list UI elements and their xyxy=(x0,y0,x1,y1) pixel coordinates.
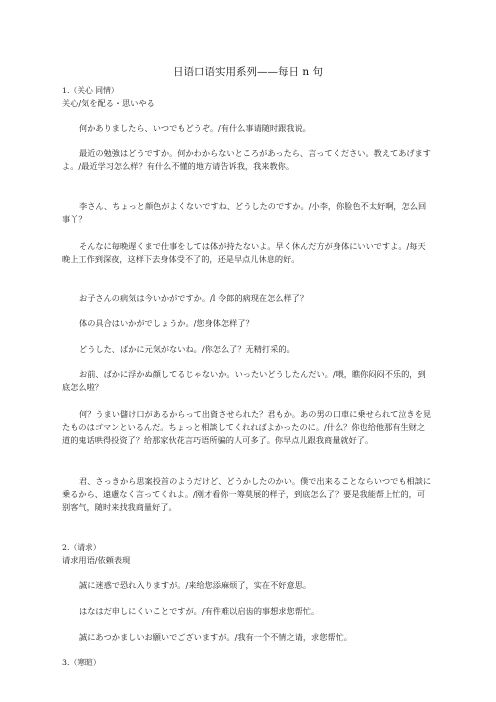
paragraph: 誠にあつかましいお願いでございますが。/我有一个不情之请，求您帮忙。 xyxy=(79,632,352,642)
paragraph: 体の具合はいかがでしょうか。/您身体怎样了？ xyxy=(79,318,254,328)
section-2-subheading: 请求用语/依頼表現 xyxy=(62,555,131,565)
paragraph: 李さん、ちょっと顔色がよくないですね、どうしたのですか。/小李，你脸色不太好啊，怎么回事丫？ xyxy=(62,201,427,225)
paragraph: 最近の勉強はどうですか。何かわからないところがあったら、言ってください。教えてあげますよ。/最近学习怎么样？有什么不懂的地方请告诉我，我来教你。 xyxy=(62,148,431,172)
paragraph: 誠に迷惑で恐れ入りますが。/来给您添麻烦了，实在不好意思。 xyxy=(79,580,312,590)
section-1-subheading: 关心/気を配る・思いやる xyxy=(62,98,155,108)
section-1-heading: 1.（关心 同情） xyxy=(62,86,119,95)
paragraph: はなはだ申しにくいことですが。/有件难以启齿的事想求您帮忙。 xyxy=(79,606,320,616)
section-3-heading: 3.（寒暄） xyxy=(62,658,101,667)
paragraph: そんなに毎晩遅くまで仕事をしては体が持たないよ。早く休んだ方が身体にいいですよ。/每天晚上工作到深夜，这样下去身体受不了的，还是早点儿休息的好。 xyxy=(62,241,426,265)
paragraph: お前、ばかに浮かぬ顔してるじゃないか。いったいどうしたんだい。/喂，瞧你闷闷不乐的，到底怎么啦？ xyxy=(62,369,426,393)
paragraph: 何かありましたら、いつでもどうぞ。/有什么事请随时跟我说。 xyxy=(79,123,311,133)
paragraph: お子さんの病気は今いかがですか。/l 令郎的病现在怎么样了？ xyxy=(79,293,309,303)
paragraph: 君、さっきから思案投首のようだけど、どうかしたのかい。僕で出来ることならいつでも相談に乗るから、遠慮なく言ってくれよ。/刚才看你一筹莫展的样子，到底怎么了？要是我能帮上忙的，可别客气，随时来找我商量好了。 xyxy=(62,476,432,513)
section-2-heading: 2.（请求） xyxy=(62,543,101,552)
paragraph: どうした、ばかに元気がないね。/你怎么了？无精打采的。 xyxy=(79,344,295,354)
page-title: 日语口语实用系列——每日 n 句 xyxy=(173,66,323,78)
paragraph: 何？うまい儲け口があるからって出資させられた？君もか。あの男の口車に乗せられて泣きを見たものはゴマンといるんだ。ちょっと相談してくれればよかったのに。/什么？你也给他那有生财之道的鬼话哄得投资了？给那家伙花言巧语所骗的人可多了。你早点儿跟我商量就好了。 xyxy=(62,409,432,446)
